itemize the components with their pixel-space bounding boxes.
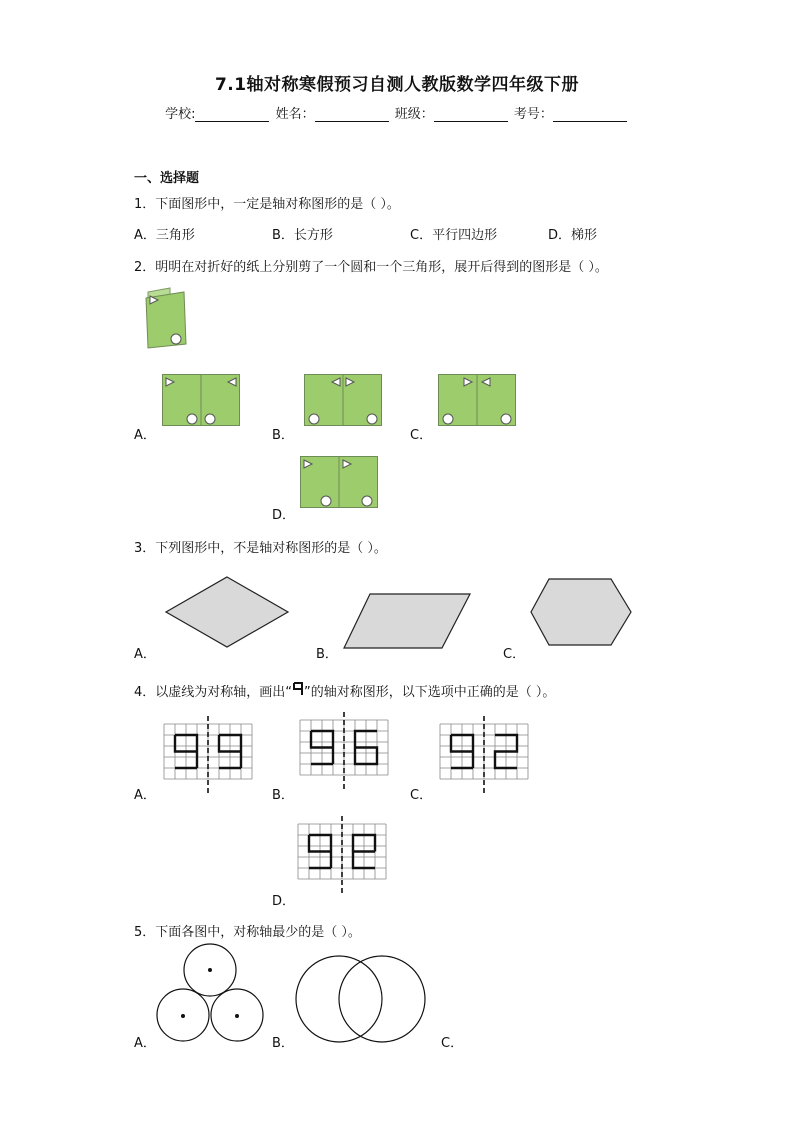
school-label: 学校:: [165, 107, 196, 122]
name-label: 姓名：: [275, 107, 315, 122]
q4-option-b-grid[interactable]: [298, 712, 390, 792]
q5-three-circles-figure[interactable]: [154, 942, 266, 1046]
q1-option-d[interactable]: D．梯形: [548, 228, 598, 243]
q4-text-after: ”的轴对称图形，以下选项中正确的是（ ）。: [304, 685, 556, 700]
question-3-text: 3．下列图形中，不是轴对称图形的是（ ）。: [134, 541, 387, 556]
q1-option-a[interactable]: A．三角形: [134, 228, 195, 243]
q4-option-c[interactable]: C．: [410, 788, 433, 803]
q4-option-d-grid[interactable]: [296, 816, 388, 896]
q3-rhombus-figure[interactable]: [164, 576, 290, 648]
q2-option-b[interactable]: B．: [272, 428, 294, 443]
q2-option-a-figure[interactable]: [162, 374, 240, 426]
q4-text-before: 4．以虚线为对称轴，画出“: [134, 685, 293, 700]
exam-number-blank[interactable]: [553, 109, 627, 122]
q2-option-c-figure[interactable]: [438, 374, 516, 426]
page-title: 7.1轴对称寒假预习自测人教版数学四年级下册: [214, 75, 580, 95]
exam-number-label: 考号：: [513, 107, 553, 122]
q3-parallelogram-figure[interactable]: [342, 592, 472, 650]
name-blank[interactable]: [315, 109, 389, 122]
folded-paper-figure: [140, 286, 200, 352]
q4-option-b[interactable]: B．: [272, 788, 294, 803]
q2-option-b-figure[interactable]: [304, 374, 382, 426]
q2-option-a[interactable]: A．: [134, 428, 156, 443]
q5-overlapping-circles-figure[interactable]: [294, 954, 428, 1044]
q3-option-b[interactable]: B．: [316, 647, 338, 662]
q1-option-c[interactable]: C．平行四边形: [410, 228, 498, 243]
q1-option-b[interactable]: B．长方形: [272, 228, 333, 243]
q5-option-b[interactable]: B．: [272, 1036, 294, 1051]
q2-option-d[interactable]: D．: [272, 508, 296, 523]
q5-option-a[interactable]: A．: [134, 1036, 156, 1051]
q3-option-c[interactable]: C．: [503, 647, 526, 662]
q2-option-d-figure[interactable]: [300, 456, 378, 508]
q3-option-a[interactable]: A．: [134, 647, 156, 662]
question-5-text: 5．下面各图中，对称轴最少的是（ ）。: [134, 925, 361, 940]
q4-option-d[interactable]: D．: [272, 894, 296, 909]
q4-option-c-grid[interactable]: [438, 716, 530, 796]
q2-option-c[interactable]: C．: [410, 428, 433, 443]
class-label: 班级：: [394, 107, 434, 122]
section-title: 一、选择题: [134, 171, 200, 186]
school-blank[interactable]: [195, 109, 269, 122]
question-1-text: 1．下面图形中，一定是轴对称图形的是（ ）。: [134, 197, 400, 212]
q5-option-c[interactable]: C．: [441, 1036, 464, 1051]
question-2-text: 2．明明在对折好的纸上分别剪了一个圆和一个三角形，展开后得到的图形是（ ）。: [134, 260, 608, 275]
q4-option-a[interactable]: A．: [134, 788, 156, 803]
student-info-line: [0, 103, 794, 122]
q4-option-a-grid[interactable]: [162, 716, 254, 796]
question-4-text: [134, 681, 555, 700]
class-blank[interactable]: [434, 109, 508, 122]
q3-hexagon-figure[interactable]: [529, 577, 633, 647]
digit-nine-glyph: [292, 681, 304, 697]
